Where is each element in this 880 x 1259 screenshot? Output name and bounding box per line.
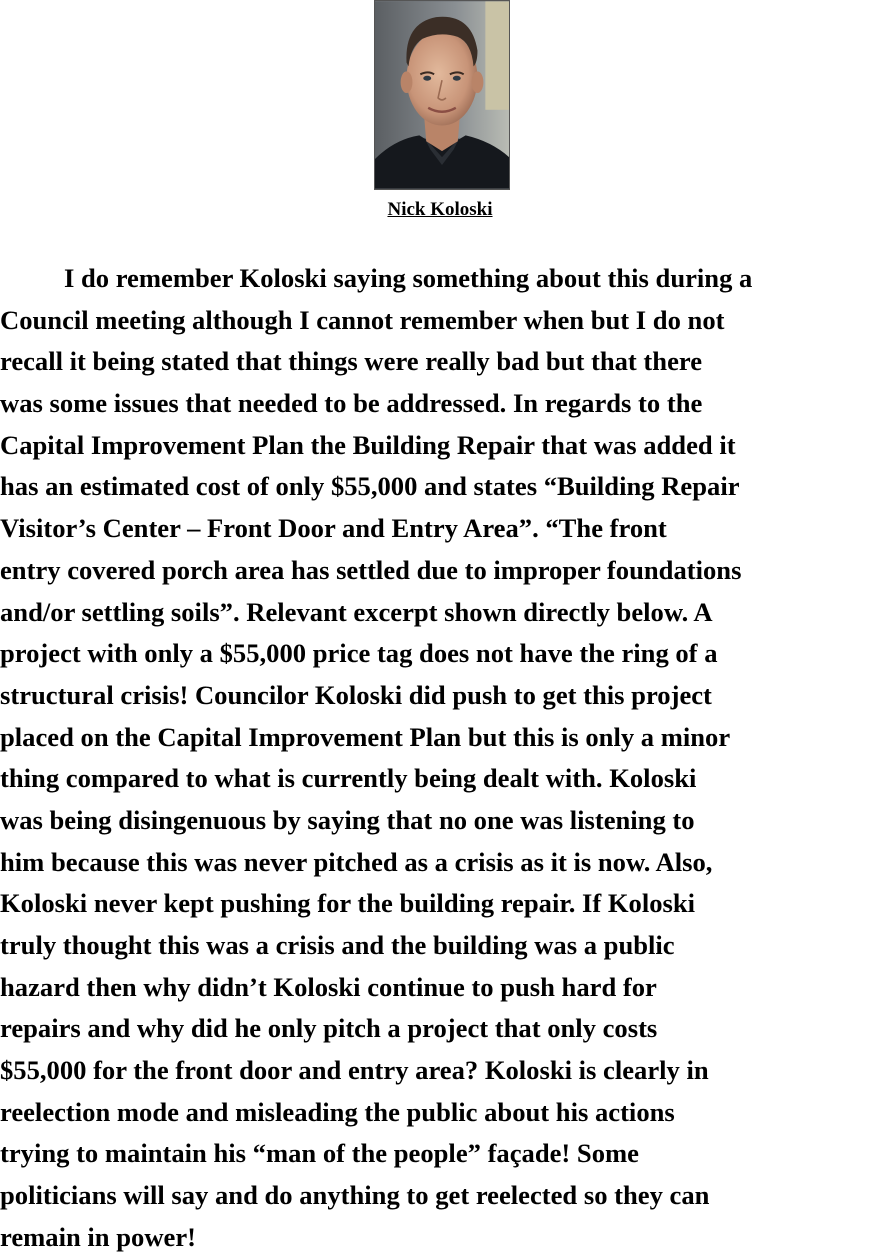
article-line: repairs and why did he only pitch a project that only costs [0, 1013, 658, 1044]
article-line: him because this was never pitched as a crisis as it is now. Also, [0, 846, 713, 877]
photo-caption [0, 198, 880, 222]
article-line: was being disingenuous by saying that no one was listening to [0, 804, 695, 835]
portrait-photo [374, 0, 510, 190]
article-line: Koloski never kept pushing for the building repair. If Koloski [0, 888, 696, 919]
article-line: placed on the Capital Improvement Plan but this is only a minor [0, 721, 731, 752]
article-line: thing compared to what is currently being dealt with. Koloski [0, 763, 697, 794]
article-line: truly thought this was a crisis and the building was a public [0, 930, 675, 960]
portrait-icon [375, 1, 509, 189]
article-body [0, 258, 880, 1259]
article-line: was some issues that needed to be addressed. In regards to the [0, 388, 703, 419]
article-line: entry covered porch area has settled due to improper foundations [0, 554, 742, 585]
article-line: Council meeting although I cannot remember when but I do not [0, 304, 725, 335]
article-line: trying to maintain his “man of the people” façade! Some [0, 1138, 639, 1169]
article-line: reelection mode and misleading the public about his actions [0, 1096, 675, 1127]
article-line: Visitor’s Center – Front Door and Entry Area”. “The front [0, 513, 667, 544]
article-line: structural crisis! Councilor Koloski did push to get this project [0, 679, 712, 710]
article-line: has an estimated cost of only $55,000 and states “Building Repair [0, 471, 740, 502]
article-line: remain in power! [0, 1221, 196, 1252]
article-line: $55,000 for the front door and entry area? Koloski is clearly in [0, 1055, 709, 1086]
article-line: Capital Improvement Plan the Building Repair that was added it [0, 429, 736, 460]
article-line: hazard then why didn’t Koloski continue to push hard for [0, 971, 657, 1002]
article-line: recall it being stated that things were really bad but that there [0, 346, 702, 377]
article-line: I do remember Koloski saying something about this during a [64, 263, 753, 293]
article-line: and/or settling soils”. Relevant excerpt shown directly below. A [0, 596, 713, 627]
caption-name: Nick Koloski [387, 199, 493, 220]
article-line: politicians will say and do anything to get reelected so they can [0, 1180, 710, 1211]
article-line: project with only a $55,000 price tag does not have the ring of a [0, 638, 718, 669]
